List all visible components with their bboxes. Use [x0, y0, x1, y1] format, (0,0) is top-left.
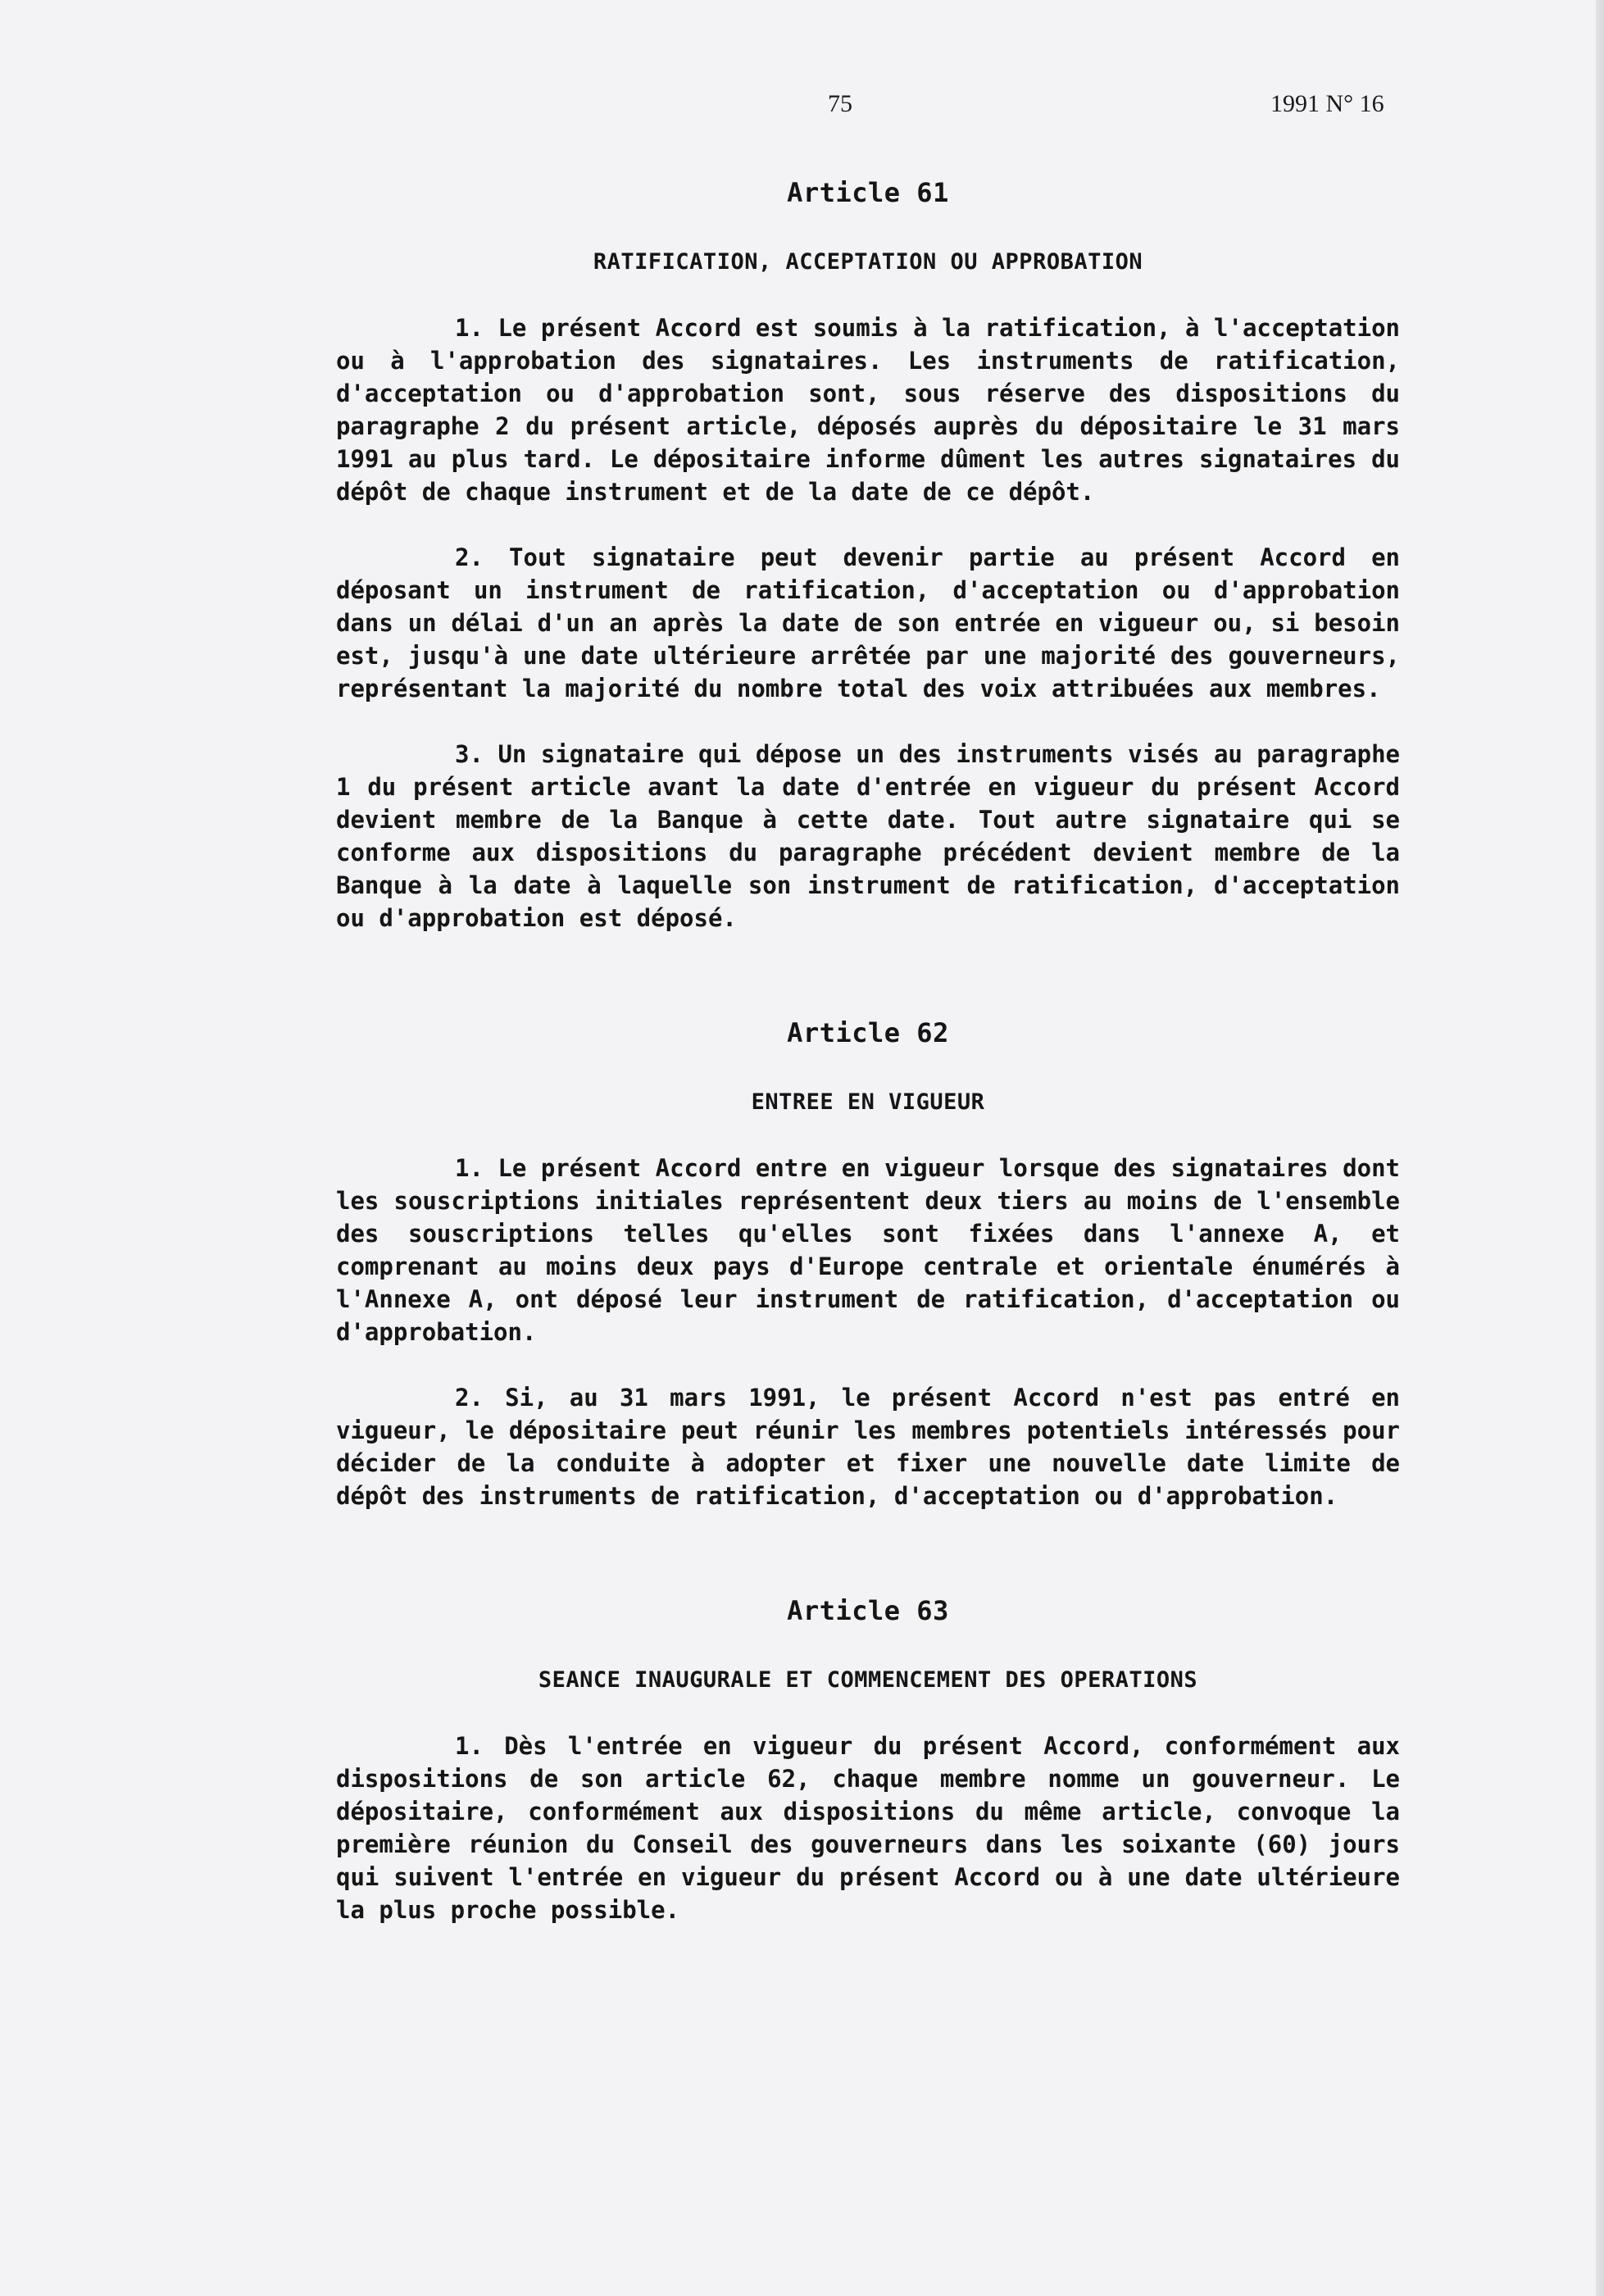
paragraph-text: 1. Le présent Accord entre en vigueur lorsque des signataires dont les souscriptions initiales représentent deux tiers au moins de l'ensemble des souscriptions telles qu'elles sont fixées dans l'annexe A, et comprenant au moins deux pays d'Europe centrale et orientale énumérés à l'Annexe A, ont déposé leur instrument de ratification, d'acceptation ou d'approbation.: [336, 1154, 1400, 1346]
paragraph: [336, 1381, 1400, 1512]
article-spacer: [336, 1545, 1400, 1594]
article-heading: ENTREE EN VIGUEUR: [751, 1089, 985, 1115]
article-title: Article 63: [787, 1595, 949, 1626]
paragraph-text: 1. Le présent Accord est soumis à la ratification, à l'acceptation ou à l'approbation des signataires. Les instruments de ratification, d'acceptation ou d'approbation sont, sous réserve des dispositions du paragraphe 2 du présent article, déposés auprès du dépositaire le 31 mars 1991 au plus tard. Le dépositaire informe dûment les autres signataires du dépôt de chaque instrument et de la date de ce dépôt.: [336, 314, 1400, 506]
article-heading: RATIFICATION, ACCEPTATION OU APPROBATION: [593, 249, 1143, 275]
article-spacer: [336, 967, 1400, 1016]
page-number: 75: [828, 90, 852, 117]
paragraph-text: 1. Dès l'entrée en vigueur du présent Accord, conformément aux dispositions de son article 62, chaque membre nomme un gouverneur. Le dépositaire, conformément aux dispositions du même article, convoque la première réunion du Conseil des gouverneurs dans les soixante (60) jours qui suivent l'entrée en vigueur du présent Accord ou à une date ultérieure la plus proche possible.: [336, 1732, 1400, 1924]
article-title: Article 61: [787, 177, 949, 208]
running-header: [0, 90, 1604, 123]
page-edge-shadow: [1596, 0, 1604, 2296]
paragraph-text: 2. Si, au 31 mars 1991, le présent Accord n'est pas entré en vigueur, le dépositaire peut réunir les membres potentiels intéressés pour décider de la conduite à adopter et fixer une nouvelle date limite de dépôt des instruments de ratification, d'acceptation ou d'approbation.: [336, 1384, 1400, 1510]
paragraph: [336, 541, 1400, 705]
paragraph: [336, 1730, 1400, 1926]
article-title: Article 62: [787, 1017, 949, 1048]
paragraph-text: 2. Tout signataire peut devenir partie au présent Accord en déposant un instrument de ratification, d'acceptation ou d'approbation dans un délai d'un an après la date de son entrée en vigueur ou, si besoin est, jusqu'à une date ultérieure arrêtée par une majorité des gouverneurs, représentant la majorité du nombre total des voix attribuées aux membres.: [336, 543, 1400, 702]
paragraph-text: 3. Un signataire qui dépose un des instruments visés au paragraphe 1 du présent article avant la date d'entrée en vigueur du présent Accord devient membre de la Banque à cette date. Tout autre signataire qui se conforme aux dispositions du paragraphe précédent devient membre de la Banque à la date à laquelle son instrument de ratification, d'acceptation ou d'approbation est déposé.: [336, 740, 1400, 932]
paragraph: [336, 1152, 1400, 1348]
journal-reference: 1991 N° 16: [1270, 90, 1384, 117]
paragraph: [336, 738, 1400, 934]
document-body: [336, 176, 1400, 1959]
article-heading: SEANCE INAUGURALE ET COMMENCEMENT DES OPERATIONS: [538, 1667, 1198, 1693]
article-62: [336, 1016, 1400, 1512]
article-63: [336, 1594, 1400, 1926]
paragraph: [336, 311, 1400, 508]
article-61: [336, 176, 1400, 934]
